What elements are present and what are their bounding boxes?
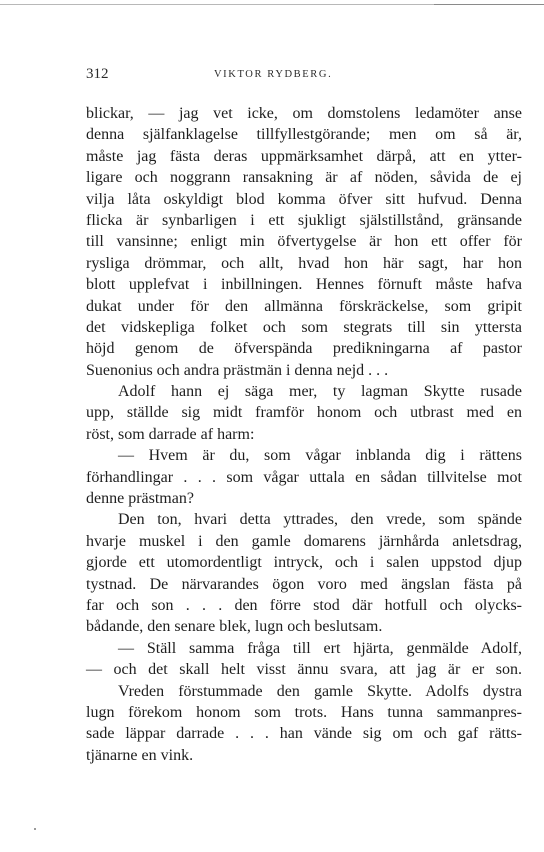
text-line: tjänarne en vink. <box>86 746 194 764</box>
page-header <box>86 66 522 86</box>
text-line: — Hvem är du, som vågar inblanda dig i rättens <box>118 447 522 465</box>
body-text <box>86 103 522 766</box>
text-line: Vreden förstummade den gamle Skytte. Adolfs dystra <box>118 682 522 700</box>
text-line: dukat under för den allmänna förskräckelse, som gripit <box>86 297 522 315</box>
page-number: 312 <box>86 66 109 82</box>
text-line: blickar, — jag vet icke, om domstolens ledamöter anse <box>86 105 522 122</box>
text-line: Den ton, hvari detta yttrades, den vrede, som spände <box>118 511 522 529</box>
text-line: måste jag fästa deras uppmärksamhet därpå, att en ytter- <box>86 147 522 165</box>
text-line: förhandlingar . . . som vågar uttala en sådan tillvitelse mot <box>86 468 522 486</box>
text-line: Adolf hann ej säga mer, ty lagman Skytte rusade <box>118 383 522 401</box>
text-line: det vidskepliga folket och som stegrats till sin yttersta <box>86 318 522 336</box>
text-line: höjd genom de öfverspända predikningarna af pastor <box>86 340 522 358</box>
text-line: upp, ställde sig midt framför honom och utbrast med en <box>86 404 522 422</box>
text-line: hvarje muskel i den gamle domarens järnhårda anletsdrag, <box>86 532 522 550</box>
text-line: far och son . . . den förre stod där hotfull och olycks- <box>86 596 522 614</box>
text-line: — och det skall helt visst ännu svara, att jag är er son. <box>86 661 522 679</box>
text-line: Suenonius och andra prästmän i denna nejd . . . <box>86 361 389 379</box>
text-line: tystnad. De närvarandes ögon voro med ängslan fästa på <box>86 575 522 593</box>
text-line: rysliga drömmar, och allt, hvad hon här sagt, har hon <box>86 254 522 272</box>
scan-speck <box>34 828 36 830</box>
text-line: bådande, den senare blek, lugn och beslutsam. <box>86 618 383 636</box>
running-head: VIKTOR RYDBERG. <box>214 69 333 80</box>
top-scan-rule-dark <box>434 4 544 5</box>
text-line: flicka är synbarligen i ett sjukligt själstillstånd, gränsande <box>86 211 522 229</box>
text-line: gjorde ett utomordentligt intryck, och i salen uppstod djup <box>86 554 522 572</box>
text-line: till vansinne; enligt min öfvertygelse är hon ett offer för <box>86 233 522 251</box>
text-line: vilja låta oskyldigt blod komma öfver sitt hufvud. Denna <box>86 190 522 208</box>
text-line: sade läppar darrade . . . han vände sig om och gaf rätts- <box>86 725 522 743</box>
text-line: lugn förekom honom som trots. Hans tunna sammanpres- <box>86 703 522 721</box>
text-line: ligare och noggrann ransakning är af nöden, såvida de ej <box>86 169 522 187</box>
text-line: denna själfanklagelse tillfyllestgörande; men om så är, <box>86 126 522 144</box>
text-line: röst, som darrade af harm: <box>86 425 255 443</box>
text-line: blott upplefvat i inbillningen. Hennes förnuft måste hafva <box>86 276 522 294</box>
text-line: — Ställ samma fråga till ert hjärta, genmälde Adolf, <box>118 639 522 657</box>
text-line: denne prästman? <box>86 490 194 508</box>
